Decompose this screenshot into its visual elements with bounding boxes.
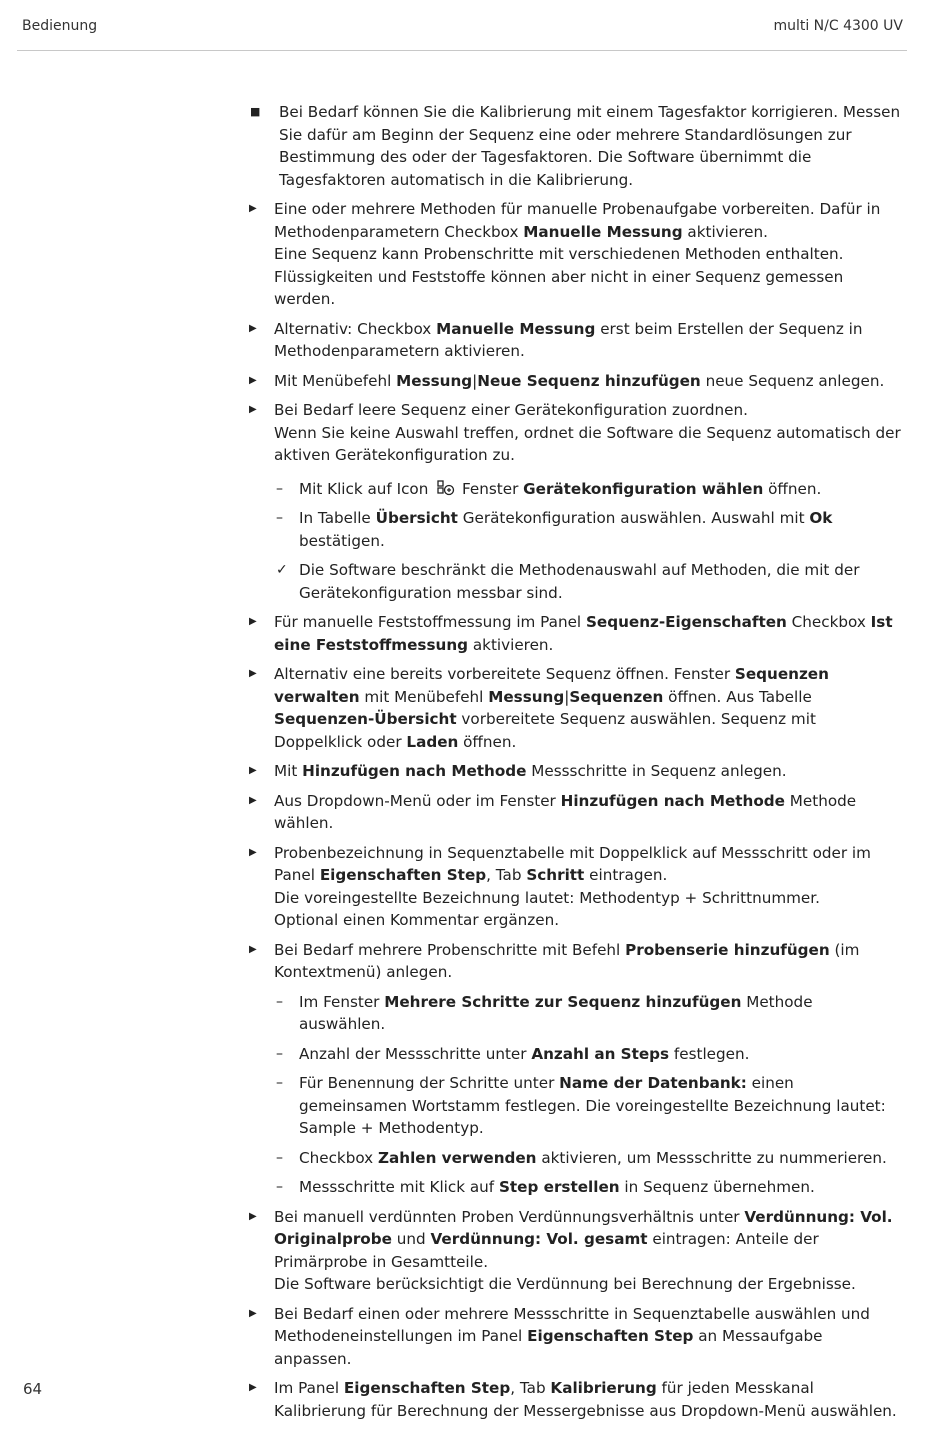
dash-icon: – (276, 510, 283, 526)
step-item (248, 611, 903, 656)
ui-term: Kalibrierung (550, 1379, 657, 1397)
text-run: und (391, 1230, 431, 1248)
ui-term: Manuelle Messung (523, 222, 683, 241)
ui-term: Sequenzen (569, 687, 664, 706)
device-config-icon (437, 480, 455, 496)
dash-icon: – (276, 993, 283, 1010)
text-run: Checkbox (786, 613, 871, 631)
text-run: aktivieren. (682, 222, 768, 241)
text-run: Mit Klick auf Icon (299, 479, 434, 498)
ui-term: Laden (406, 732, 459, 751)
triangle-right-icon: ▶ (249, 616, 257, 627)
dash-icon: – (276, 1075, 283, 1091)
text-run: Eine Sequenz kann Probenschritte mit verschiedenen Methoden enthalten. Flüssigkeiten und Feststoffe können aber nicht in einer Sequenz gemessen werden. (274, 245, 844, 308)
triangle-right-icon: ▶ (249, 943, 257, 955)
ui-term: Messung (396, 371, 473, 390)
dash-icon: – (276, 1149, 283, 1166)
text-run: , Tab (510, 1379, 551, 1397)
triangle-right-icon: ▶ (249, 1382, 257, 1393)
step-item (248, 842, 903, 932)
text-run: Für manuelle Feststoffmessung im Panel (274, 613, 586, 631)
ui-term: Sequenzen verwalten (274, 665, 829, 706)
text-run: Optional einen Kommentar ergänzen. (274, 911, 560, 929)
text-run: eintragen. (584, 866, 668, 884)
text-run: Messschritte mit Klick auf (299, 1178, 499, 1196)
sub-step-item (248, 478, 903, 501)
text-run: mit Menübefehl (359, 687, 489, 706)
ui-term: Probenserie hinzufügen (625, 940, 830, 959)
ui-term: Eigenschaften Step (319, 866, 487, 884)
text-run: festlegen. (669, 1044, 750, 1063)
text-run: Wenn Sie keine Auswahl treffen, ordnet die Software die Sequenz automatisch der aktiven Gerätekonfiguration zu. (274, 423, 901, 464)
triangle-right-icon: ▶ (249, 322, 257, 334)
text-run: Methode wählen. (274, 791, 857, 832)
text-run: , Tab (486, 866, 527, 884)
text-run: aktivieren, um Messschritte zu nummerieren. (536, 1148, 887, 1167)
text-run: Die Software beschränkt die Methodenauswahl auf Methoden, die mit der Gerätekonfiguration messbar sind. (299, 561, 860, 602)
text-run: Bei manuell verdünnten Proben Verdünnungsverhältnis unter (274, 1207, 745, 1226)
text-run: Methode auswählen. (299, 992, 813, 1033)
text-run: Bei Bedarf einen oder mehrere Messschritte in Sequenztabelle auswählen und Methodeneinstellungen im Panel (274, 1304, 870, 1345)
text-run: (im Kontextmenü) anlegen. (274, 940, 860, 981)
triangle-right-icon: ▶ (249, 404, 257, 415)
text-run: In Tabelle (299, 509, 376, 527)
triangle-right-icon: ▶ (249, 203, 257, 214)
instruction-list (248, 101, 903, 1429)
text-run: Messschritte in Sequenz anlegen. (526, 762, 787, 780)
text-run: Alternativ eine bereits vorbereitete Sequenz öffnen. Fenster (274, 665, 735, 683)
step-item (248, 663, 903, 753)
note-item (248, 101, 903, 191)
sub-step-item (248, 1072, 903, 1140)
sub-step-item (248, 1176, 903, 1199)
ui-term: Neue Sequenz hinzufügen (477, 371, 701, 390)
running-header-section: Bedienung (22, 18, 98, 34)
step-item (248, 399, 903, 467)
step-item (248, 1303, 903, 1371)
ui-term: Anzahl an Steps (531, 1044, 670, 1063)
running-header-product: multi N/C 4300 UV (773, 18, 903, 34)
dash-icon: – (276, 1179, 283, 1195)
text-run: bestätigen. (299, 531, 385, 550)
text-run: Probenbezeichnung in Sequenztabelle mit Doppelklick auf Messschritt oder im Panel (274, 843, 871, 884)
text-run: Bei Bedarf mehrere Probenschritte mit Befehl (274, 940, 626, 959)
ui-term: Verdünnung: Vol. Originalprobe (274, 1207, 893, 1248)
triangle-right-icon: ▶ (249, 794, 257, 806)
text-run: Für Benennung der Schritte unter (299, 1074, 560, 1092)
text-run: erst beim Erstellen der Sequenz in Methodenparametern aktivieren. (274, 319, 863, 360)
text-run: öffnen. Aus Tabelle (663, 687, 812, 706)
text-run: Gerätekonfiguration auswählen. Auswahl mit (457, 509, 810, 527)
ui-term: Hinzufügen nach Methode (560, 791, 785, 810)
sub-step-item (248, 559, 903, 604)
text-run: Fenster (457, 479, 524, 498)
ui-term: Mehrere Schritte zur Sequenz hinzufügen (384, 992, 742, 1011)
text-run: Mit Menübefehl (274, 371, 397, 390)
triangle-right-icon: ▶ (249, 846, 257, 858)
text-run: aktivieren. (468, 635, 554, 654)
square-bullet-icon: ■ (250, 105, 261, 118)
ui-term: Schritt (526, 866, 585, 884)
ui-term: Name der Datenbank: (559, 1074, 747, 1092)
step-item (248, 1206, 903, 1296)
text-run: an Messaufgabe anpassen. (274, 1327, 823, 1368)
step-item (248, 198, 903, 311)
ui-term: Zahlen verwenden (378, 1148, 537, 1167)
text-run: Die voreingestellte Bezeichnung lautet: Methodentyp + Schrittnummer. (274, 888, 820, 907)
text-run: einen gemeinsamen Wortstamm festlegen. Die voreingestellte Bezeichnung lautet: Sample + Methodentyp. (299, 1074, 886, 1137)
ui-term: Eigenschaften Step (527, 1327, 694, 1345)
ui-term: Sequenz-Eigenschaften (585, 613, 787, 631)
step-item (248, 318, 903, 363)
ui-term: Gerätekonfiguration wählen (523, 479, 764, 498)
triangle-right-icon: ▶ (249, 1210, 257, 1222)
dash-icon: – (276, 1045, 283, 1062)
page-number: 64 (23, 1380, 43, 1398)
text-run: Im Panel (274, 1379, 344, 1397)
text-run: Aus Dropdown-Menü oder im Fenster (274, 791, 561, 810)
text-run: öffnen. (458, 732, 517, 751)
sub-step-item (248, 1147, 903, 1170)
step-item (248, 939, 903, 984)
triangle-right-icon: ▶ (249, 1307, 257, 1319)
text-run: öffnen. (763, 479, 822, 498)
text-run: Eine oder mehrere Methoden für manuelle Probenaufgabe vorbereiten. Dafür in Methodenparametern Checkbox (274, 200, 881, 241)
step-item (248, 370, 903, 393)
text-run: Mit (274, 762, 303, 780)
ui-term: Step erstellen (498, 1178, 620, 1196)
text-run: Im Fenster (299, 992, 385, 1011)
header-divider (17, 50, 907, 51)
text-run: neue Sequenz anlegen. (700, 371, 885, 390)
step-item (248, 1377, 903, 1422)
step-item (248, 790, 903, 835)
sub-step-item (248, 507, 903, 552)
text-run: in Sequenz übernehmen. (619, 1178, 815, 1196)
text-run: eintragen: Anteile der Primärprobe in Gesamtteile. (274, 1230, 819, 1271)
ui-term: Hinzufügen nach Methode (302, 762, 527, 780)
step-item (248, 760, 903, 783)
triangle-right-icon: ▶ (249, 374, 257, 386)
triangle-right-icon: ▶ (249, 668, 257, 679)
text-run: für jeden Messkanal Kalibrierung für Berechnung der Messergebnisse aus Dropdown-Menü auswählen. (274, 1379, 897, 1420)
ui-term: Ok (809, 509, 833, 527)
dash-icon: – (276, 480, 283, 497)
text-run: vorbereitete Sequenz auswählen. Sequenz mit Doppelklick oder (274, 710, 816, 751)
triangle-right-icon: ▶ (249, 765, 257, 776)
ui-term: Messung (488, 687, 565, 706)
text-run: Checkbox (299, 1148, 378, 1167)
ui-term: Manuelle Messung (436, 319, 596, 338)
ui-term: Sequenzen-Übersicht (274, 710, 457, 728)
sub-step-item (248, 1043, 903, 1066)
ui-term: Ist eine Feststoffmessung (274, 613, 893, 654)
ui-term: Eigenschaften Step (343, 1379, 511, 1397)
text-run: Bei Bedarf leere Sequenz einer Gerätekonfiguration zuordnen. (274, 401, 748, 419)
sub-step-item (248, 991, 903, 1036)
text-run: Anzahl der Messschritte unter (299, 1044, 532, 1063)
text-run: Alternativ: Checkbox (274, 319, 437, 338)
text-run: | (472, 371, 478, 390)
check-icon: ✓ (276, 562, 288, 578)
ui-term: Übersicht (375, 509, 458, 527)
text-run: | (564, 687, 570, 706)
text-run: Bei Bedarf können Sie die Kalibrierung mit einem Tagesfaktor korrigieren. Messen Sie dafür am Beginn der Sequenz eine oder mehrere Standardlösungen zur Bestimmung des oder der Tagesfaktoren. Die Software übernimmt die Tagesfaktoren automatisch in die Kalibrierung. (279, 103, 901, 189)
ui-term: Verdünnung: Vol. gesamt (430, 1230, 648, 1248)
text-run: Die Software berücksichtigt die Verdünnung bei Berechnung der Ergebnisse. (274, 1275, 856, 1293)
